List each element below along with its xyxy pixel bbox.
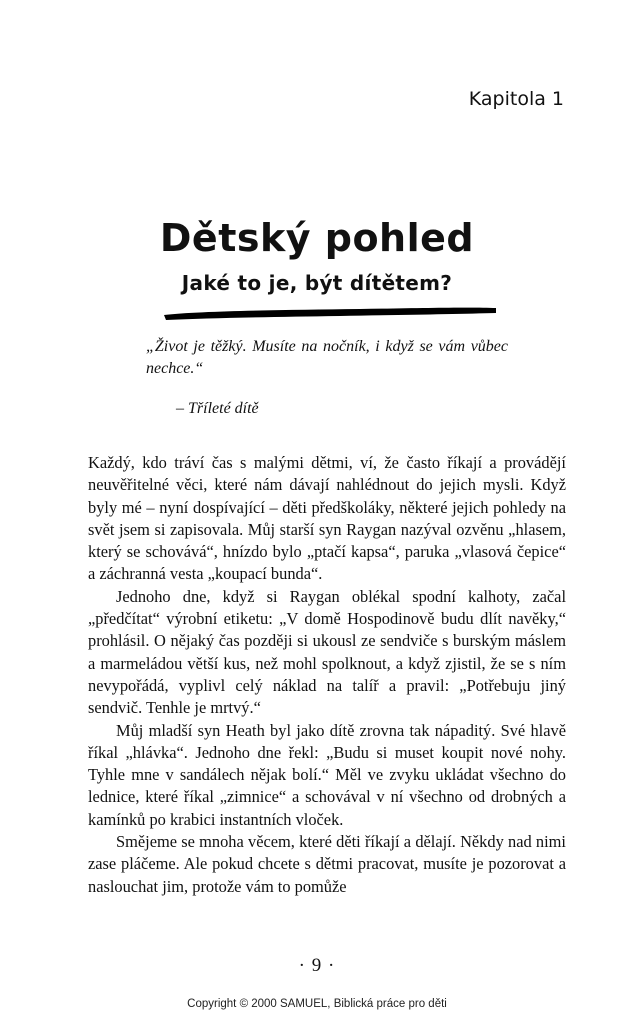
body-text [88, 452, 566, 898]
epigraph-author: – Tříleté dítě [176, 400, 259, 417]
chapter-title: Dětský pohled [159, 216, 475, 260]
paragraph-2: Jednoho dne, když si Raygan oblékal spodní kalhoty, začal „předčítat“ výrobní etiketu: „V domě Hospodinově budu dlít navěky,“ prohlásil. O nějaký čas později si ukousl ze sendviče s burským máslem a marmeládou větší kus, než mohl spolknout, a když zjistil, že se s ním nevypořádá, vyplivl celý náklad na talíř a pravil: „Potřebuju jiný sendvič. Tenhle je mrtvý.“ [88, 586, 566, 718]
title-underline-stroke [160, 303, 500, 323]
paragraph-4: Smějeme se mnoha věcem, které děti říkají a dělají. Někdy nad nimi zase pláčeme. Ale pokud chcete s dětmi pracovat, musíte je pozorovat a naslouchat jim, protože vám to pomůže [88, 832, 566, 896]
paragraph-3: Můj mladší syn Heath byl jako dítě zrovna tak nápaditý. Své hlavě říkal „hlávka“. Jednoho dne řekl: „Budu si muset koupit nové nohy. Tyhle mne v sandálech nějak bolí.“ Měl ve zvyku ukládat všechno do lednice, které říkal „zimnice“ a schovával v ní všechno od drobných a kamínků po krabici instantních vloček. [88, 720, 566, 829]
chapter-label: Kapitola 1 [468, 88, 564, 110]
page-number: · 9 · [298, 955, 336, 976]
epigraph-quote: „Život je těžký. Musíte na nočník, i když se vám vůbec nechce.“ [146, 338, 508, 377]
copyright-notice: Copyright © 2000 SAMUEL, Biblická práce pro děti [187, 998, 447, 1010]
chapter-subtitle: Jaké to je, být dítětem? [181, 271, 453, 295]
paragraph-1: Každý, kdo tráví čas s malými dětmi, ví, že často říkají a provádějí neuvěřitelné věci, které nám dávají nahlédnout do jejich mysli. Když byly mé – nyní dospívající – děti předškoláky, některé jejich pohledy na svět jsem si zapisovala. Můj starší syn Raygan nazýval ozvěnu „hlasem, který se schovává“, hnízdo bylo „ptačí kapsa“, paruka „vlasová čepice“ a záchranná vesta „koupací bunda“. [88, 453, 566, 584]
